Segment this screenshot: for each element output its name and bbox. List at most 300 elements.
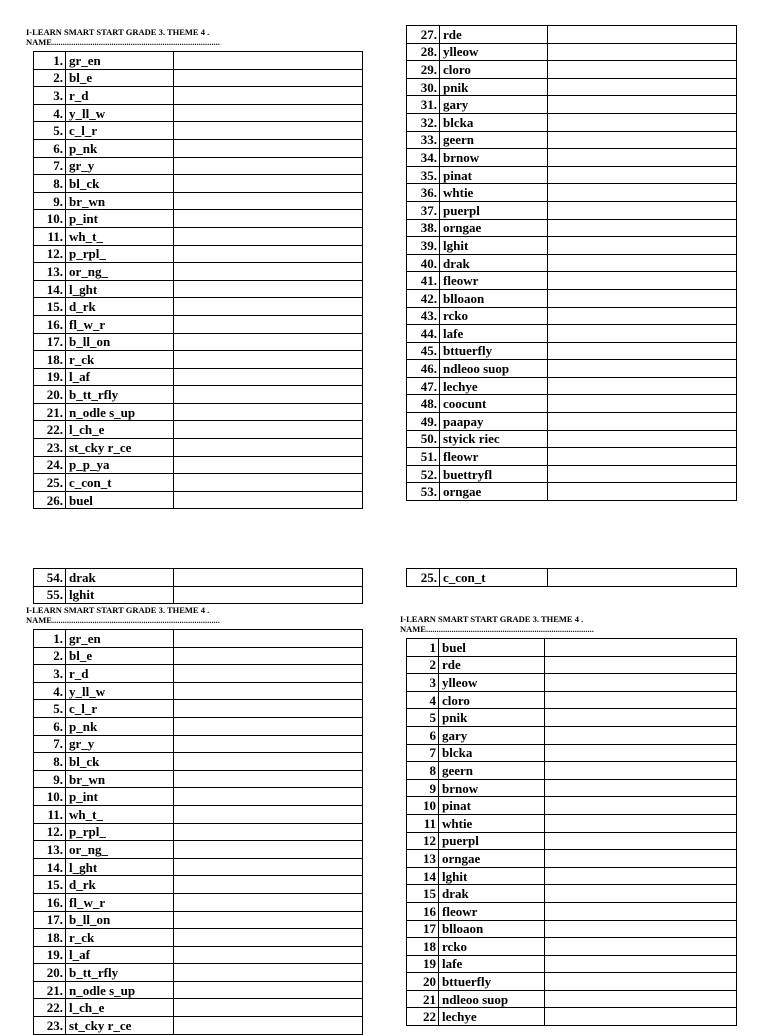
answer-cell[interactable] [174,770,363,788]
item-number: 34. [407,149,440,167]
answer-cell[interactable] [548,289,737,307]
table-row [34,665,363,683]
item-number: 32. [407,113,440,131]
answer-cell[interactable] [174,929,363,947]
item-number: 15. [34,876,66,894]
table-row [34,333,363,351]
item-number: 19. [34,368,66,386]
table-row [34,770,363,788]
answer-cell[interactable] [548,43,737,61]
table-row [407,902,737,920]
item-number: 47. [407,377,440,395]
scrambled-word: styick riec [440,430,548,448]
name-line: NAME............................................................................... [400,624,594,634]
item-number: 41. [407,272,440,290]
answer-cell[interactable] [545,691,737,709]
item-number: 9. [34,770,66,788]
answer-cell[interactable] [174,964,363,982]
scrambled-word: lechye [440,377,548,395]
answer-cell[interactable] [174,753,363,771]
scrambled-word: bl_e [66,647,174,665]
answer-cell[interactable] [174,474,363,492]
table-row [407,166,737,184]
answer-cell[interactable] [548,78,737,96]
table-row [34,227,363,245]
item-number: 35. [407,166,440,184]
item-number: 1. [34,52,66,70]
item-number: 30. [407,78,440,96]
table-row [34,753,363,771]
item-number: 24. [34,456,66,474]
table-row [34,981,363,999]
table-row [407,639,737,657]
answer-cell[interactable] [174,192,363,210]
table-row [34,192,363,210]
table-row [407,691,737,709]
table-row [407,955,737,973]
item-number: 21. [34,403,66,421]
item-number: 3 [407,674,439,692]
scrambled-word: d_rk [66,876,174,894]
table-row [407,289,737,307]
item-number: 4. [34,104,66,122]
scrambled-word: n_odle s_up [66,981,174,999]
answer-cell[interactable] [174,122,363,140]
scrambled-word: st_cky r_ce [66,439,174,457]
answer-cell[interactable] [174,456,363,474]
item-number: 12. [34,245,66,263]
answer-cell[interactable] [545,938,737,956]
table-row [34,999,363,1017]
item-number: 36. [407,184,440,202]
scrambled-word: drak [66,569,174,587]
answer-cell[interactable] [548,61,737,79]
answer-cell[interactable] [174,87,363,105]
item-number: 52. [407,465,440,483]
scrambled-word: puerpl [440,201,548,219]
item-number: 6 [407,726,439,744]
answer-cell[interactable] [174,569,363,587]
scrambled-word: l_af [66,368,174,386]
answer-cell[interactable] [174,823,363,841]
answer-cell[interactable] [174,735,363,753]
worksheet-title: I-LEARN SMART START GRADE 3. THEME 4 . [26,605,210,615]
answer-cell[interactable] [548,131,737,149]
answer-cell[interactable] [545,867,737,885]
item-number: 10. [34,210,66,228]
scrambled-word: c_con_t [440,569,548,587]
answer-cell[interactable] [174,403,363,421]
table-row [407,938,737,956]
answer-cell[interactable] [174,368,363,386]
answer-cell[interactable] [174,280,363,298]
scrambled-word: fl_w_r [66,893,174,911]
item-number: 8 [407,762,439,780]
answer-cell[interactable] [174,911,363,929]
answer-cell[interactable] [545,955,737,973]
table-row [34,858,363,876]
table-row [34,946,363,964]
answer-cell[interactable] [174,386,363,404]
worksheet-header-top-left [26,27,220,47]
word-table-mid-left [33,568,363,604]
answer-cell[interactable] [174,665,363,683]
table-row [407,709,737,727]
scrambled-word: ylleow [439,674,545,692]
scrambled-word: c_con_t [66,474,174,492]
item-number: 43. [407,307,440,325]
answer-cell[interactable] [174,788,363,806]
table-row [407,254,737,272]
answer-cell[interactable] [548,237,737,255]
item-number: 20 [407,973,439,991]
scrambled-word: blcka [440,113,548,131]
answer-cell[interactable] [545,674,737,692]
scrambled-word: st_cky r_ce [66,1017,174,1035]
scrambled-word: p_nk [66,717,174,735]
item-number: 27. [407,26,440,44]
item-number: 17. [34,911,66,929]
table-row [407,201,737,219]
table-row [407,448,737,466]
scrambled-word: pinat [440,166,548,184]
answer-cell[interactable] [548,149,737,167]
table-row [407,569,737,587]
table-row [407,483,737,501]
table-row [407,26,737,44]
answer-cell[interactable] [174,421,363,439]
scrambled-word: rcko [440,307,548,325]
answer-cell[interactable] [548,430,737,448]
word-table-bottom-left [33,629,364,1033]
table-row [407,342,737,360]
scrambled-word: wh_t_ [66,805,174,823]
scrambled-word: fleowr [440,448,548,466]
table-row [407,762,737,780]
scrambled-word: lghit [439,867,545,885]
table-row [407,377,737,395]
scrambled-word: wh_t_ [66,227,174,245]
scrambled-word: y_ll_w [66,682,174,700]
item-number: 2. [34,647,66,665]
table-row [407,78,737,96]
scrambled-word: blcka [439,744,545,762]
scrambled-word: bl_ck [66,175,174,193]
item-number: 14 [407,867,439,885]
worksheet-title: I-LEARN SMART START GRADE 3. THEME 4 . [26,27,210,37]
item-number: 49. [407,413,440,431]
answer-cell[interactable] [174,946,363,964]
answer-cell[interactable] [174,245,363,263]
scrambled-word: orngae [439,850,545,868]
answer-cell[interactable] [174,876,363,894]
scrambled-word: cloro [440,61,548,79]
answer-cell[interactable] [548,413,737,431]
table-row [407,360,737,378]
table-row [407,113,737,131]
item-number: 17 [407,920,439,938]
scrambled-word: gr_y [66,735,174,753]
item-number: 11. [34,805,66,823]
item-number: 11 [407,814,439,832]
item-number: 10. [34,788,66,806]
item-number: 18 [407,938,439,956]
scrambled-word: bl_ck [66,753,174,771]
answer-cell[interactable] [174,315,363,333]
answer-cell[interactable] [548,465,737,483]
scrambled-word: bttuerfly [440,342,548,360]
table-row [34,403,363,421]
scrambled-word: geern [440,131,548,149]
scrambled-word: whtie [439,814,545,832]
answer-cell[interactable] [174,999,363,1017]
table-row [34,929,363,947]
answer-cell[interactable] [174,841,363,859]
answer-cell[interactable] [545,814,737,832]
scrambled-word: orngae [440,219,548,237]
item-number: 22. [34,421,66,439]
item-number: 5 [407,709,439,727]
table-row [34,386,363,404]
word-table-top-right [406,25,737,501]
item-number: 15. [34,298,66,316]
scrambled-word: brnow [440,149,548,167]
word-table-mid-right [406,568,737,587]
answer-cell[interactable] [548,113,737,131]
answer-cell[interactable] [545,762,737,780]
answer-cell[interactable] [174,52,363,70]
table-row [407,184,737,202]
answer-cell[interactable] [548,272,737,290]
item-number: 48. [407,395,440,413]
scrambled-word: l_ght [66,858,174,876]
answer-cell[interactable] [545,850,737,868]
answer-cell[interactable] [174,1017,363,1035]
answer-cell[interactable] [548,201,737,219]
item-number: 3. [34,665,66,683]
scrambled-word: cloro [439,691,545,709]
scrambled-word: rde [440,26,548,44]
table-row [407,131,737,149]
item-number: 13. [34,841,66,859]
answer-cell[interactable] [174,139,363,157]
table-row [407,656,737,674]
item-number: 20. [34,964,66,982]
scrambled-word: lghit [440,237,548,255]
item-number: 4. [34,682,66,700]
item-number: 20. [34,386,66,404]
table-row [34,157,363,175]
table-row [407,674,737,692]
answer-cell[interactable] [174,104,363,122]
scrambled-word: gr_en [66,52,174,70]
answer-cell[interactable] [545,797,737,815]
table-row [407,395,737,413]
answer-cell[interactable] [174,227,363,245]
scrambled-word: l_ch_e [66,999,174,1017]
table-row [34,911,363,929]
answer-cell[interactable] [174,263,363,281]
answer-cell[interactable] [548,395,737,413]
answer-cell[interactable] [545,656,737,674]
answer-cell[interactable] [548,166,737,184]
item-number: 22 [407,1008,439,1026]
answer-cell[interactable] [174,682,363,700]
answer-cell[interactable] [548,184,737,202]
scrambled-word: fleowr [439,902,545,920]
scrambled-word: drak [440,254,548,272]
item-number: 14. [34,280,66,298]
table-row [407,814,737,832]
answer-cell[interactable] [174,717,363,735]
answer-cell[interactable] [174,351,363,369]
table-row [34,245,363,263]
scrambled-word: d_rk [66,298,174,316]
answer-cell[interactable] [174,647,363,665]
scrambled-word: y_ll_w [66,104,174,122]
scrambled-word: fl_w_r [66,315,174,333]
table-row [34,630,363,648]
item-number: 2. [34,69,66,87]
item-number: 7. [34,735,66,753]
table-row [34,139,363,157]
item-number: 13. [34,263,66,281]
item-number: 31. [407,96,440,114]
answer-cell[interactable] [548,360,737,378]
table-row [34,298,363,316]
scrambled-word: n_odle s_up [66,403,174,421]
scrambled-word: bl_e [66,69,174,87]
answer-cell[interactable] [548,569,737,587]
table-row [407,744,737,762]
answer-cell[interactable] [548,325,737,343]
table-row [34,841,363,859]
answer-cell[interactable] [548,26,737,44]
item-number: 16. [34,893,66,911]
word-table-bottom-right [406,638,738,1024]
answer-cell[interactable] [174,630,363,648]
scrambled-word: r_d [66,665,174,683]
scrambled-word: r_d [66,87,174,105]
table-row [34,1017,363,1035]
answer-cell[interactable] [174,175,363,193]
answer-cell[interactable] [548,96,737,114]
answer-cell[interactable] [548,342,737,360]
table-row [407,325,737,343]
table-row [407,779,737,797]
table-row [34,456,363,474]
table-row [34,647,363,665]
item-number: 13 [407,850,439,868]
scrambled-word: whtie [440,184,548,202]
answer-cell[interactable] [548,307,737,325]
table-row [34,368,363,386]
scrambled-word: p_int [66,210,174,228]
scrambled-word: p_rpl_ [66,823,174,841]
scrambled-word: ylleow [440,43,548,61]
scrambled-word: gr_en [66,630,174,648]
table-row [407,973,737,991]
answer-cell[interactable] [174,700,363,718]
answer-cell[interactable] [545,920,737,938]
item-number: 6. [34,717,66,735]
scrambled-word: br_wn [66,770,174,788]
answer-cell[interactable] [174,491,363,509]
answer-cell[interactable] [174,157,363,175]
answer-cell[interactable] [174,893,363,911]
item-number: 7. [34,157,66,175]
table-row [34,87,363,105]
item-number: 55. [34,586,66,604]
answer-cell[interactable] [548,219,737,237]
answer-cell[interactable] [545,1008,737,1026]
table-row [407,885,737,903]
answer-cell[interactable] [545,639,737,657]
item-number: 2 [407,656,439,674]
scrambled-word: blloaon [440,289,548,307]
scrambled-word: lghit [66,586,174,604]
answer-cell[interactable] [174,333,363,351]
scrambled-word: brnow [439,779,545,797]
answer-cell[interactable] [174,210,363,228]
answer-cell[interactable] [545,832,737,850]
answer-cell[interactable] [174,439,363,457]
table-row [34,315,363,333]
item-number: 5. [34,700,66,718]
answer-cell[interactable] [545,885,737,903]
answer-cell[interactable] [545,726,737,744]
scrambled-word: l_ght [66,280,174,298]
answer-cell[interactable] [545,973,737,991]
scrambled-word: b_ll_on [66,911,174,929]
table-row [407,850,737,868]
scrambled-word: lafe [439,955,545,973]
scrambled-word: p_nk [66,139,174,157]
table-row [407,61,737,79]
answer-cell[interactable] [545,779,737,797]
answer-cell[interactable] [545,709,737,727]
item-number: 21. [34,981,66,999]
table-row [34,474,363,492]
answer-cell[interactable] [545,744,737,762]
table-row [34,717,363,735]
scrambled-word: b_tt_rfly [66,964,174,982]
item-number: 26. [34,491,66,509]
item-number: 1 [407,639,439,657]
table-row [34,104,363,122]
answer-cell[interactable] [545,902,737,920]
answer-cell[interactable] [174,981,363,999]
scrambled-word: gary [440,96,548,114]
answer-cell[interactable] [174,858,363,876]
item-number: 54. [34,569,66,587]
scrambled-word: or_ng_ [66,263,174,281]
answer-cell[interactable] [545,990,737,1008]
answer-cell[interactable] [174,586,363,604]
answer-cell[interactable] [548,254,737,272]
answer-cell[interactable] [548,377,737,395]
item-number: 44. [407,325,440,343]
answer-cell[interactable] [548,448,737,466]
item-number: 37. [407,201,440,219]
answer-cell[interactable] [174,805,363,823]
table-row [407,1008,737,1026]
answer-cell[interactable] [174,298,363,316]
answer-cell[interactable] [174,69,363,87]
scrambled-word: puerpl [439,832,545,850]
table-row [407,43,737,61]
answer-cell[interactable] [548,483,737,501]
